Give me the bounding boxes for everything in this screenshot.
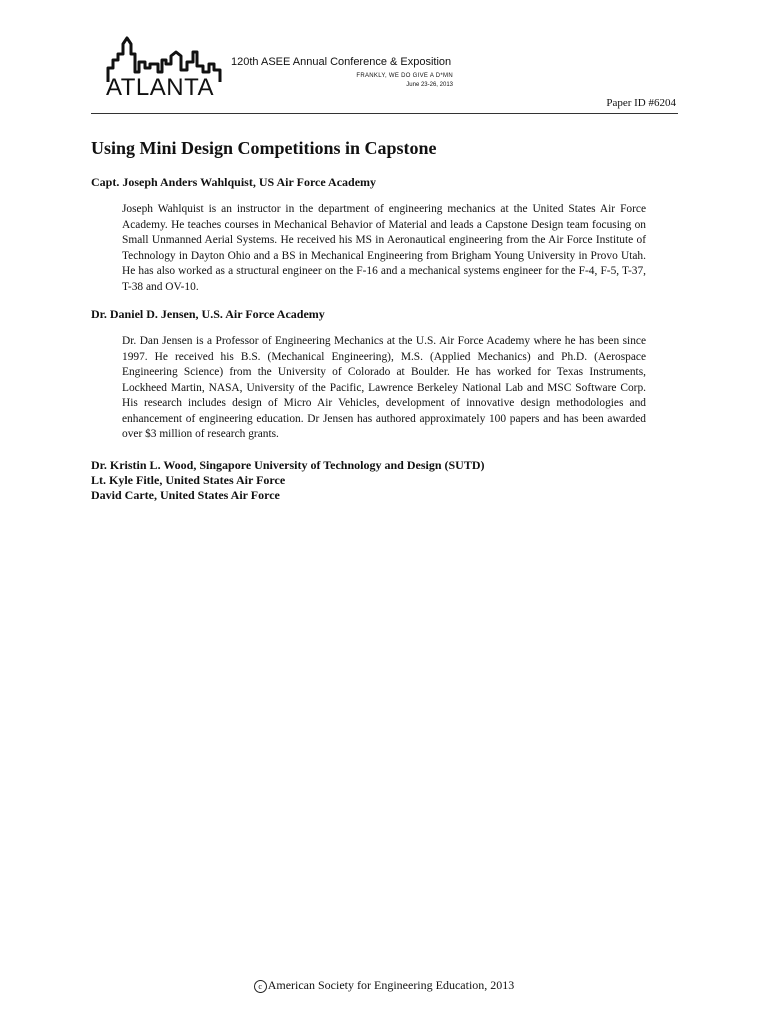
bio-line: been since 1997. He received his B.S. (Mechanical Engineering), M.S. (Applied Mechanics) and Ph.D. — [122, 335, 647, 363]
bio-line: Instruments, Lockheed Martin, NASA, University of the Pacific, Lawrence Berkeley National Lab and — [122, 366, 646, 394]
author-bio — [122, 202, 646, 295]
paper-title: Using Mini Design Competitions in Capstone — [91, 138, 437, 158]
bio-line: mechanical systems engineer for the F-4, F-5, T-37, T-38 and OV-10. — [122, 265, 646, 293]
conference-logo — [104, 34, 226, 104]
bio-line: 100 papers and has been awarded over $3 million of research grants. — [122, 412, 646, 440]
additional-author: Dr. Kristin L. Wood, Singapore University of Technology and Design (SUTD) — [91, 458, 485, 472]
conference-dates: June 23-26, 2013 — [406, 82, 453, 88]
conference-tagline: FRANKLY, WE DO GIVE A D*MN — [356, 73, 453, 79]
copyright-text: American Society for Engineering Education, 2013 — [267, 978, 515, 992]
bio-line: (Aerospace Engineering Science) from the University of Colorado at Boulder. He has worked for Texas — [122, 350, 646, 378]
copyright-footer — [0, 978, 768, 993]
additional-author: Lt. Kyle Fitle, United States Air Force — [91, 473, 286, 487]
author-name: Capt. Joseph Anders Wahlquist, US Air Force Academy — [91, 175, 377, 189]
copyright-icon: c — [254, 980, 267, 993]
bio-line: Force Academy. He teaches courses in Mechanical Behavior of Material and leads a Capstone Design — [122, 203, 646, 231]
bio-line: MSC Software Corp. His research includes design of Micro Air Vehicles, development of innovative — [122, 381, 646, 409]
logo-wordmark: ATLANTA — [106, 74, 214, 101]
bio-line: Dr. Dan Jensen is a Professor of Engineering Mechanics at the U.S. Air Force Academy where he has — [122, 335, 595, 347]
author-name: Dr. Daniel D. Jensen, U.S. Air Force Academy — [91, 307, 325, 321]
bio-line: team focusing on Small Unmanned Aerial Systems. He received his MS in Aeronautical engineering — [122, 218, 646, 246]
conference-title: 120th ASEE Annual Conference & Exposition — [231, 56, 452, 68]
additional-author: David Carte, United States Air Force — [91, 488, 280, 502]
bio-line: design methodologies and enhancement of engineering education. Dr Jensen has authored approximately — [122, 397, 646, 425]
bio-line: from the Air Force Institute of Technology in Dayton Ohio and a BS in Mechanical Engineering from — [122, 234, 646, 262]
paper-id: Paper ID #6204 — [606, 97, 676, 109]
header-rule — [91, 113, 678, 114]
bio-line: Joseph Wahlquist is an instructor in the department of engineering mechanics at the United States Air — [122, 203, 616, 215]
author-bio — [122, 334, 646, 443]
bio-line: Brigham Young University in Provo Utah. He has also worked as a structural engineer on the F-16 and a — [122, 249, 646, 277]
